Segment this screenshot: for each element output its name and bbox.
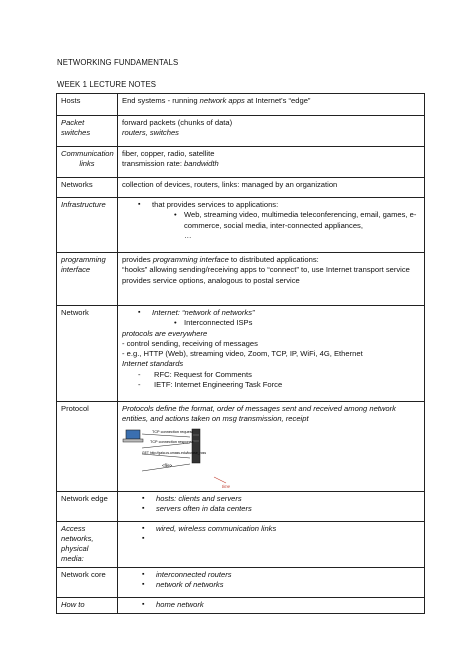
term-cell: [57, 306, 118, 402]
term-network: Network: [61, 308, 89, 317]
term-cell: [57, 597, 118, 613]
howto-bullet-1: ▪ home network: [122, 600, 420, 610]
table-row: [57, 402, 425, 492]
hosts-text-a: End systems - running: [122, 96, 200, 105]
definition-cell: [118, 567, 425, 597]
network-protocols: protocols are everywhere: [122, 328, 208, 338]
network-rfc: - RFC: Request for Comments: [122, 370, 420, 380]
definition-cell: [118, 198, 425, 253]
term-cell: [57, 198, 118, 253]
term-cell: [57, 116, 118, 147]
progif-line-3: provides service options, analogous to postal service: [122, 275, 300, 285]
infra-sub-bullet: • Web, streaming video, multimedia teleconferencing, email, games, e-commerce, social media, inter-connected appliances,: [122, 210, 420, 231]
definition-cell: [118, 597, 425, 613]
progif-line-2: “hooks” allowing sending/receiving apps to “connect” to, use Internet transport service: [122, 265, 410, 275]
term-programming-interface: programming interface: [61, 255, 106, 275]
term-packet-switches: Packet switches: [61, 118, 91, 138]
definition-cell: [118, 253, 425, 306]
network-bullet: ▪ Internet: “network of networks”: [122, 308, 420, 318]
comm-line-2-em: bandwidth: [184, 159, 219, 169]
term-cell: [57, 402, 118, 492]
comm-line-2: transmission rate:: [122, 159, 185, 169]
edge-bullet-1: ▪ hosts: clients and servers: [122, 494, 420, 504]
protocol-diagram: [122, 427, 420, 489]
definition-cell: [118, 178, 425, 198]
network-examples: - e.g., HTTP (Web), streaming video, Zoom, TCP, IP, WiFi, 4G, Ethernet: [122, 349, 363, 359]
term-cell: [57, 178, 118, 198]
definition-cell: [118, 306, 425, 402]
table-row: [57, 116, 425, 147]
table-row: [57, 306, 425, 402]
definition-cell: [118, 521, 425, 567]
infra-sub-bullet-cont: …: [184, 230, 192, 240]
term-networks: Networks: [61, 180, 93, 189]
notes-table: [56, 93, 425, 614]
diagram-msg-2: TCP connection response: [150, 439, 194, 444]
networks-text: collection of devices, routers, links: managed by an organization: [122, 180, 338, 189]
term-network-core: Network core: [61, 569, 106, 579]
access-bullet-1: ▪ wired, wireless communication links: [122, 524, 420, 534]
definition-cell: [118, 402, 425, 492]
definition-cell: [118, 491, 425, 521]
progif-l1-em: programming interface: [152, 255, 229, 264]
term-infrastructure: Infrastructure: [61, 200, 106, 209]
term-access-networks: Access networks, physical media:: [61, 523, 94, 564]
network-sub-bullet: • Interconnected ISPs: [122, 318, 420, 328]
progif-l1-a: provides: [122, 255, 153, 264]
term-communication-links: Communication links: [61, 149, 114, 169]
term-network-edge: Network edge: [61, 493, 108, 503]
hosts-text-b: at Internet's “edge”: [244, 96, 311, 105]
network-standards: Internet standards: [122, 359, 184, 369]
server-icon: [192, 429, 200, 463]
network-control: - control sending, receiving of messages: [122, 338, 258, 348]
table-row: [57, 94, 425, 116]
core-bullet-2: ▪ network of networks: [122, 580, 420, 590]
table-row: [57, 567, 425, 597]
document-subtitle: WEEK 1 LECTURE NOTES: [57, 80, 157, 89]
term-how-to: How to: [61, 599, 85, 609]
table-row: [57, 147, 425, 178]
definition-cell: [118, 147, 425, 178]
term-cell: [57, 491, 118, 521]
hosts-text-em: network apps: [199, 96, 245, 105]
packet-line-1: forward packets (chunks of data): [122, 118, 233, 127]
network-ietf: - IETF: Internet Engineering Task Force: [122, 380, 420, 390]
diagram-time-label: time: [222, 483, 230, 489]
term-hosts: Hosts: [61, 96, 81, 105]
term-cell: [57, 147, 118, 178]
table-row: [57, 178, 425, 198]
definition-cell: [118, 116, 425, 147]
infra-bullet: ▪ that provides services to applications:: [122, 200, 420, 210]
table-row: [57, 491, 425, 521]
protocol-text: Protocols define the format, order of messages sent and received among network entities, and actions taken on msg transmission, receipt: [122, 404, 396, 424]
diagram-msg-4: <file>: [162, 462, 173, 468]
progif-l1-b: to distributed applications:: [228, 255, 319, 264]
term-cell: [57, 253, 118, 306]
diagram-msg-3: GET http://gaia.cs.umass.edu/kurose_ross: [142, 450, 207, 455]
laptop-icon: [123, 430, 143, 442]
term-cell: [57, 94, 118, 116]
table-row: [57, 521, 425, 567]
term-protocol: Protocol: [61, 404, 89, 413]
core-bullet-1: ▪ interconnected routers: [122, 570, 420, 580]
protocol-diagram-svg: [122, 427, 282, 491]
document-title: NETWORKING FUNDAMENTALS: [57, 58, 179, 67]
definition-cell: [118, 94, 425, 116]
term-cell: [57, 567, 118, 597]
table-row: [57, 198, 425, 253]
table-row: [57, 253, 425, 306]
table-row: [57, 597, 425, 613]
edge-bullet-2: ▪ servers often in data centers: [122, 504, 420, 514]
term-cell: [57, 521, 118, 567]
comm-line-1: fiber, copper, radio, satellite: [122, 149, 215, 158]
diagram-msg-1: TCP connection request: [152, 429, 193, 434]
time-arrow: [214, 477, 226, 483]
arrow-request: [142, 434, 190, 437]
packet-line-2: routers, switches: [122, 128, 179, 138]
